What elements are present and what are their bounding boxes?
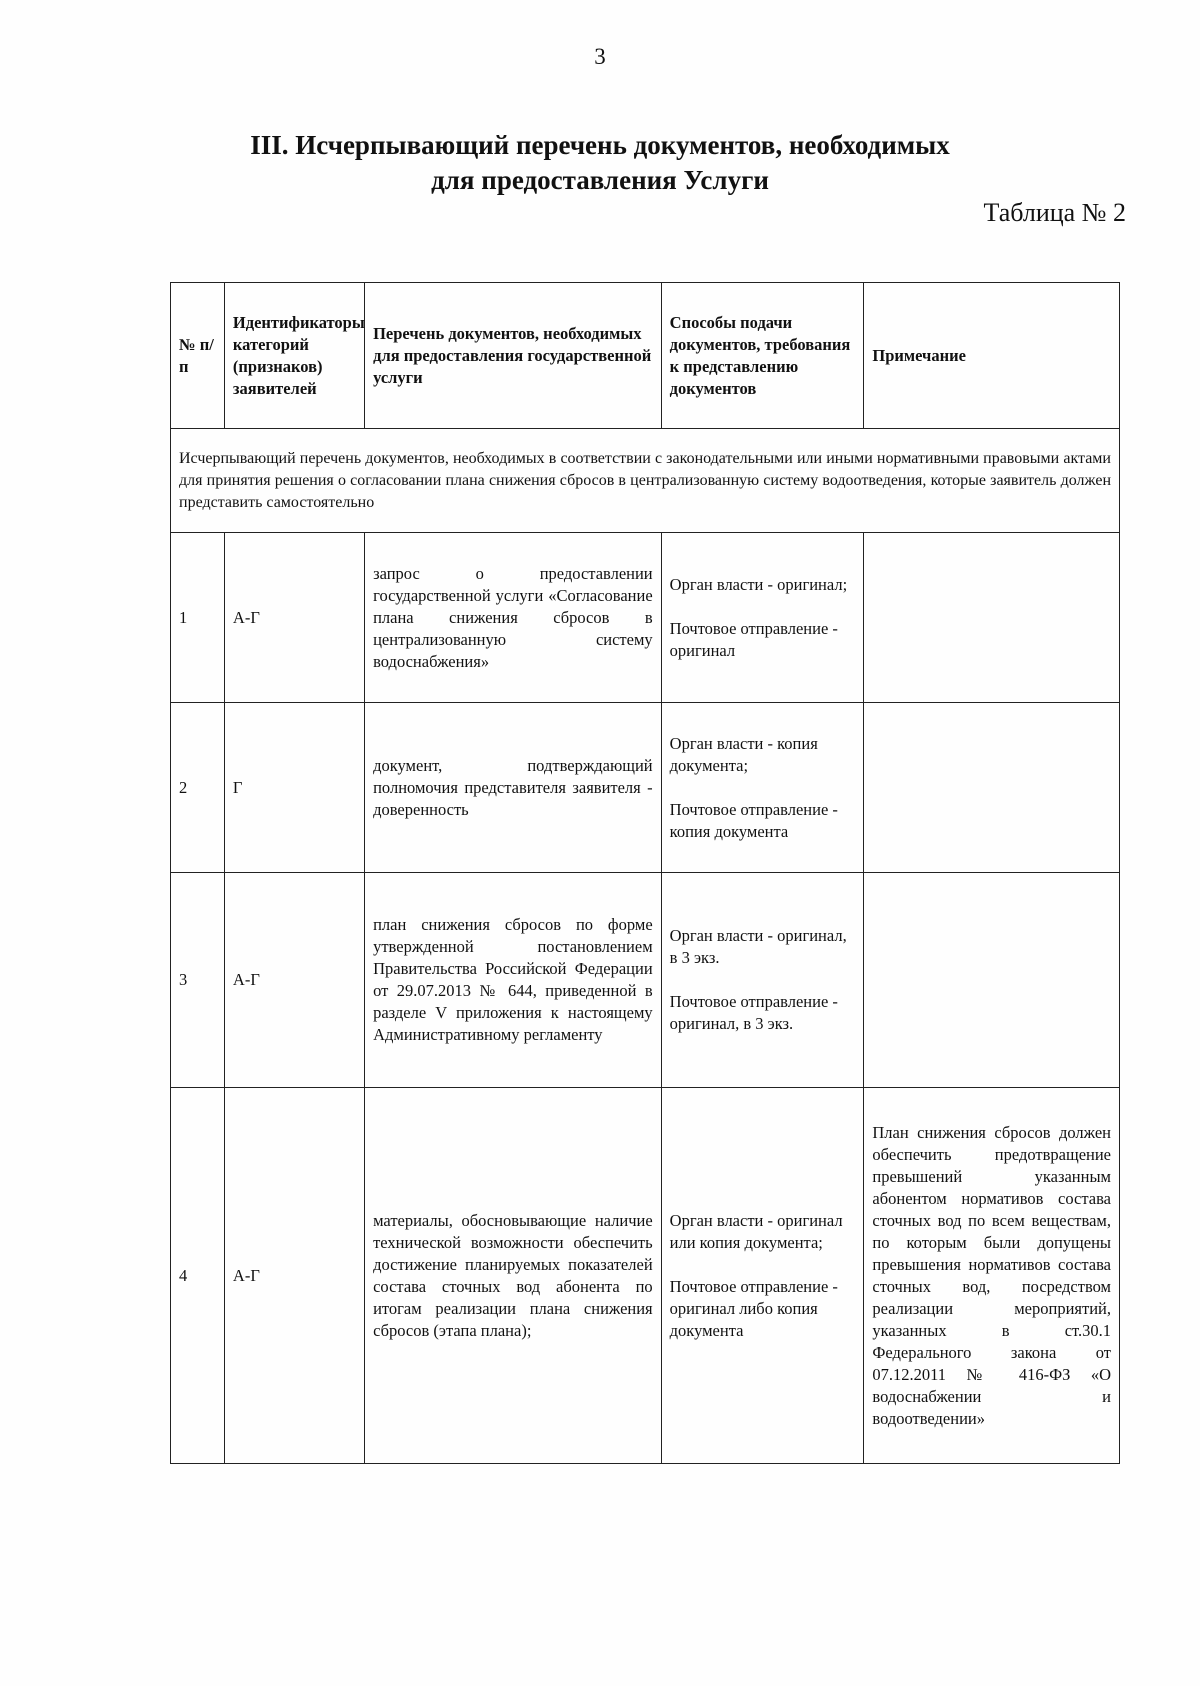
method-post: Почтовое отправление - оригинал <box>669 618 838 660</box>
row-note: План снижения сбросов должен обеспечить предотвращение превышений указанным абонентом нормативов состава сточных вод по всем веществам, по которым были допущены превышения нормативов состава сточных вод, посредством реализации мероприятий, указанных в ст.30.1 Федерального закона от 07.12.2011 № 416-ФЗ «О водоснабжении и водоотведении» <box>864 1088 1120 1464</box>
row-note <box>864 533 1120 703</box>
table-row <box>171 873 1120 1088</box>
heading-line-1: III. Исчерпывающий перечень документов, необходимых <box>250 130 950 160</box>
table-row <box>171 703 1120 873</box>
row-note <box>864 703 1120 873</box>
method-post: Почтовое отправление - оригинал либо копия документа <box>669 1276 838 1340</box>
intro-text: Исчерпывающий перечень документов, необходимых в соответствии с законодательными или иными нормативными правовыми актами для принятия решения о согласовании плана снижения сбросов в централизованную систему водоотведения, которые заявитель должен представить самостоятельно <box>171 429 1120 533</box>
table-label: Таблица № 2 <box>983 198 1126 227</box>
row-identifier: А-Г <box>224 1088 364 1464</box>
row-methods <box>661 1088 864 1464</box>
method-authority: Орган власти - оригинал, в 3 экз. <box>669 926 847 967</box>
row-num: 3 <box>171 873 225 1088</box>
row-note <box>864 873 1120 1088</box>
row-document: документ, подтверждающий полномочия представителя заявителя - доверенность <box>365 703 662 873</box>
heading-line-2: для предоставления Услуги <box>431 165 769 195</box>
header-documents: Перечень документов, необходимых для предоставления государственной услуги <box>365 283 662 429</box>
method-post: Почтовое отправление - оригинал, в 3 экз. <box>669 992 838 1033</box>
section-heading <box>140 128 1060 198</box>
row-methods <box>661 703 864 873</box>
method-authority: Орган власти - копия документа; <box>669 733 818 775</box>
method-authority: Орган власти - оригинал; <box>669 574 848 594</box>
header-methods: Способы подачи документов, требования к представлению документов <box>661 283 864 429</box>
row-identifier: А-Г <box>224 873 364 1088</box>
row-num: 1 <box>171 533 225 703</box>
row-methods <box>661 873 864 1088</box>
header-identifiers: Идентификаторы категорий (признаков) заявителей <box>224 283 364 429</box>
row-document: материалы, обосновывающие наличие технической возможности обеспечить достижение планируемых показателей состава сточных вод абонента по итогам реализации плана снижения сбросов (этапа плана); <box>365 1088 662 1464</box>
documents-table <box>170 282 1120 1464</box>
page-number: 3 <box>594 44 606 69</box>
table-row <box>171 533 1120 703</box>
header-num: № п/п <box>171 283 225 429</box>
row-num: 4 <box>171 1088 225 1464</box>
row-document: план снижения сбросов по форме утвержденной постановлением Правительства Российской Федерации от 29.07.2013 № 644, приведенной в разделе V приложения к настоящему Административному регламенту <box>365 873 662 1088</box>
method-authority: Орган власти - оригинал или копия документа; <box>669 1210 843 1252</box>
row-identifier: А-Г <box>224 533 364 703</box>
method-post: Почтовое отправление - копия документа <box>669 799 838 841</box>
table-row <box>171 1088 1120 1464</box>
header-note: Примечание <box>864 283 1120 429</box>
intro-row <box>171 429 1120 533</box>
row-identifier: Г <box>224 703 364 873</box>
row-methods <box>661 533 864 703</box>
header-row <box>171 283 1120 429</box>
row-document: запрос о предоставлении государственной услуги «Согласование плана снижения сбросов в централизованную систему водоснабжения» <box>365 533 662 703</box>
row-num: 2 <box>171 703 225 873</box>
